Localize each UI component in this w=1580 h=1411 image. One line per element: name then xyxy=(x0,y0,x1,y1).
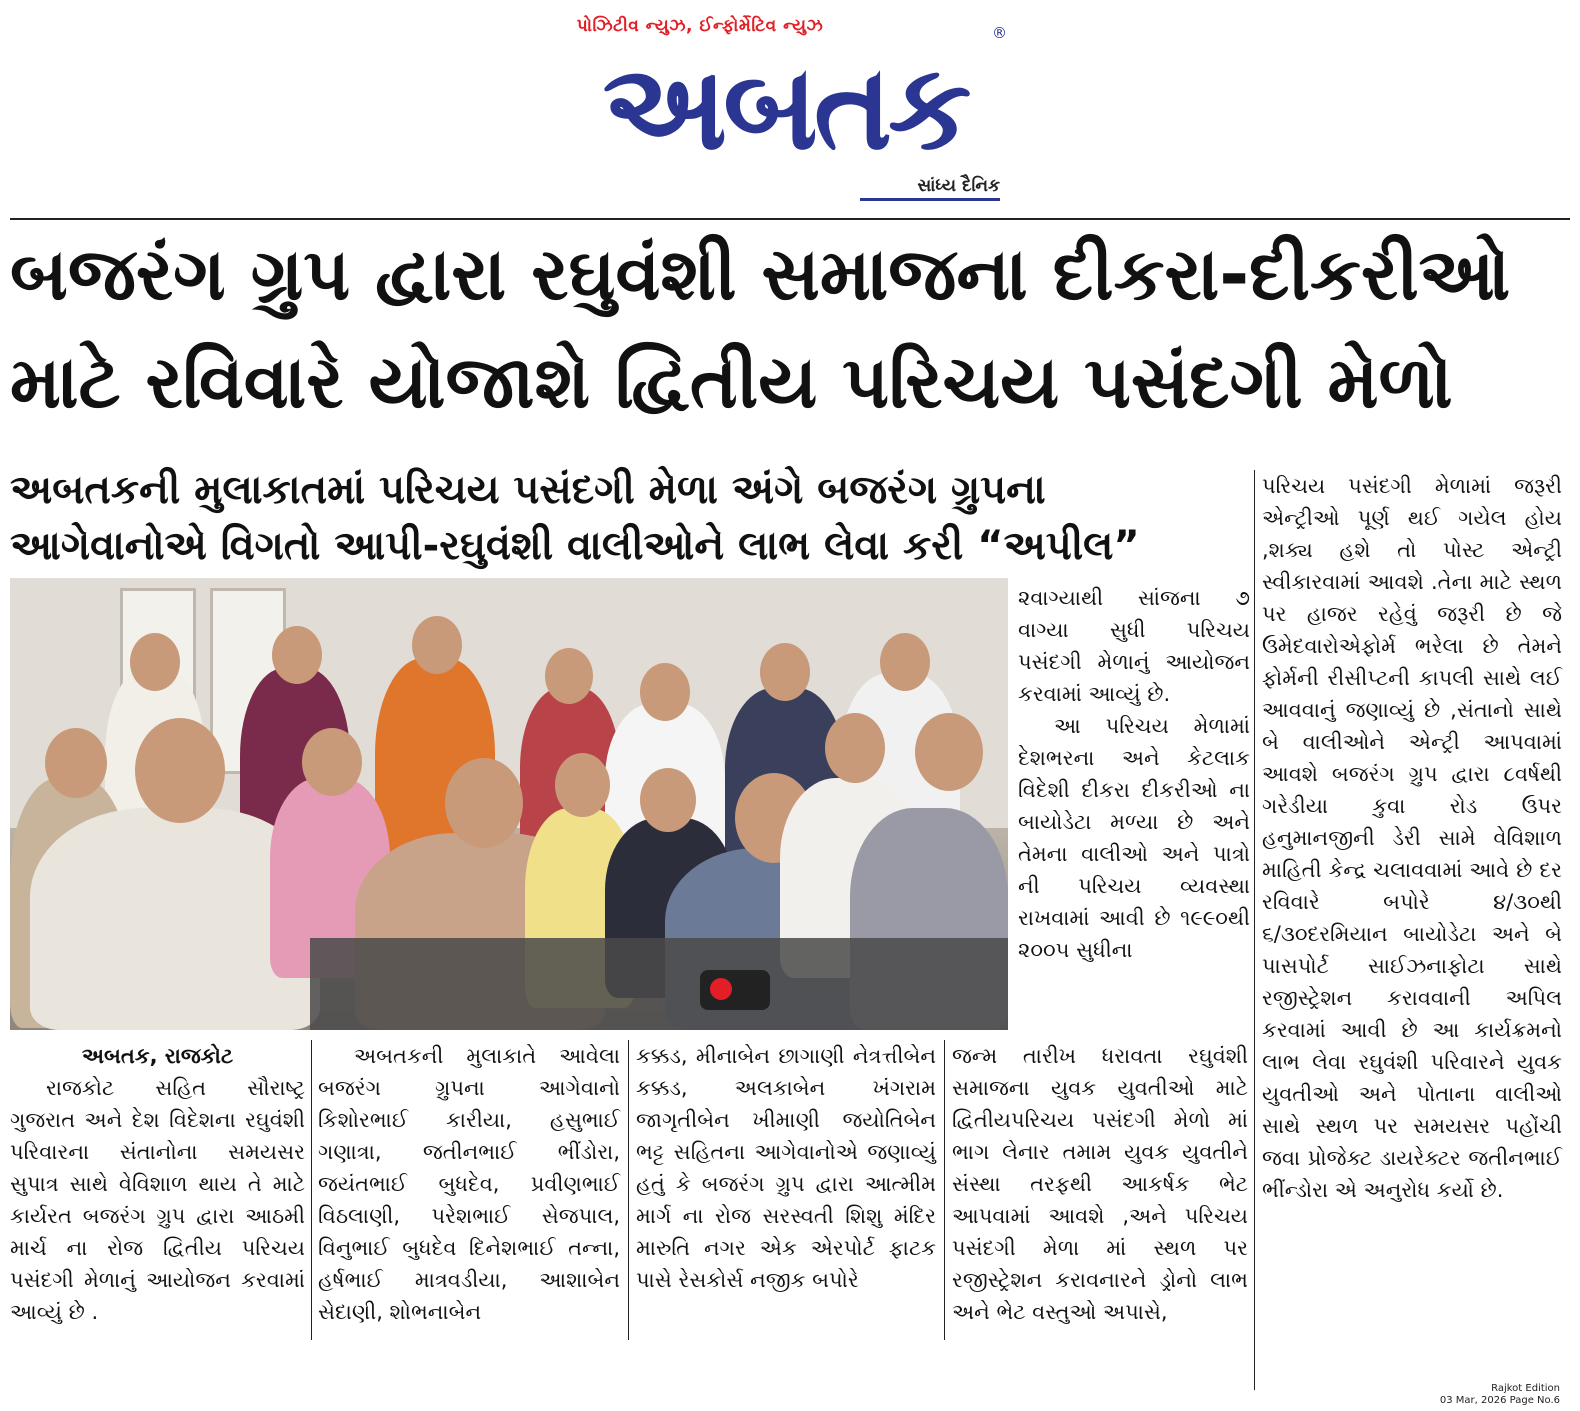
edition-label: Rajkot Edition xyxy=(1491,1383,1560,1394)
headline-line-1: બજરંગ ગ્રુપ દ્વારા રઘુવંશી સમાજના દીકરા-દીકરીઓ xyxy=(10,232,1511,316)
article-paragraph: જન્મ તારીખ ધરાવતા રઘુવંશી સમાજના યુવક યુવતીઓ માટે દ્વિતીયપરિચય પસંદગી મેળો માં ભાગ લેનાર તમામ યુવક યુવતીને સંસ્થા તરફથી આકર્ષક ભેટ આપવામાં આવશે ,અને પરિચય પસંદગી મેળા માં સ્થળ પર રજીસ્ટ્રેશન કરાવનારને ડ્રોનો લાભ અને ભેટ વસ્તુઓ અપાસે, xyxy=(952,1044,1248,1324)
registered-mark: ® xyxy=(992,24,1007,42)
photo-person-head xyxy=(302,728,362,796)
article-column-4 xyxy=(952,1040,1248,1328)
photo-person-head xyxy=(545,648,593,704)
photo-person-head xyxy=(412,616,462,674)
masthead-tagline: પોઝિટીવ ન્યુઝ, ઈન્ફોર્મેટિવ ન્યુઝ xyxy=(576,16,824,36)
column-divider xyxy=(311,1040,312,1340)
date-page-label: 03 Mar, 2026 Page No.6 xyxy=(1439,1395,1560,1406)
column-divider xyxy=(1254,470,1255,1390)
photo-person-head xyxy=(445,758,523,848)
article-column-3 xyxy=(636,1040,936,1296)
masthead-subtitle: સાંધ્ય દૈનિક xyxy=(917,176,1000,196)
microphone-logo-icon xyxy=(710,978,732,1000)
article-paragraph: કક્કડ, મીનાબેન છાગાણી નેત્રત્તીબેન કક્કડ, અલકાબેન ખંગરામ જાગૃતીબેન ખીમાણી જયોતિબેન ભટ્ટ સહિતના આગેવાનોએ જણાવ્યું હતું કે બજરંગ ગ્રુપ દ્વારા આત્મીમ માર્ગ ના રોજ સરસ્વતી શિશુ મંદિર મારુતિ નગર એક એરપોર્ટ ફાટક પાસે રેસકોર્સ નજીક બપોરે xyxy=(636,1044,936,1292)
article-dateline: અબતક, રાજકોટ xyxy=(81,1044,234,1068)
article-paragraph: અબતકની મુલાકાતે આવેલા બજરંગ ગ્રુપના આગેવાનો કિશોરભાઈ કારીયા, હસુભાઈ ગણાત્રા, જતીનભાઈ ભીંડોરા, જયંતભાઈ બુધદેવ, પ્રવીણભાઈ વિઠલાણી, પરેશભાઈ સેજપાલ, વિનુભાઈ બુધદેવ દિનેશભાઈ તન્ના, હર્ષભાઈ માત્રવડીયા, આશાબેન સેદાણી, શોભનાબેન xyxy=(318,1044,620,1324)
photo-table xyxy=(310,938,1008,1030)
newspaper-logo: અબતક xyxy=(602,38,968,176)
article-column-right-2 xyxy=(1262,470,1562,1206)
article-paragraph: રાજકોટ સહિત સૌરાષ્ટ્ર ગુજરાત અને દેશ વિદેશના રઘુવંશી પરિવારના સંતાનોના સમયસર સુપાત્ર સાથે વેવિશાળ થાય તે માટે કાર્યરત બજરંગ ગ્રુપ દ્વારા આઠમી માર્ચ ના રોજ દ્વિતીય પરિચય પસંદગી મેળાનું આયોજન કરવામાં આવ્યું છે . xyxy=(10,1076,305,1324)
photo-person-head xyxy=(640,768,696,832)
photo-person-head xyxy=(760,643,810,701)
article-column-right-1 xyxy=(1018,582,1250,966)
photo-person-head xyxy=(555,753,610,817)
photo-person-head xyxy=(272,626,322,684)
logo-underline xyxy=(860,198,1000,201)
photo-person-head xyxy=(825,713,885,783)
article-column-1 xyxy=(10,1040,305,1328)
photo-person-head xyxy=(135,718,225,823)
photo-person-head xyxy=(640,663,690,721)
photo-person-head xyxy=(45,728,107,798)
subheadline-line-1: અબતકની મુલાકાતમાં પરિચય પસંદગી મેળા અંગે બજરંગ ગ્રુપના xyxy=(10,467,1046,513)
article-paragraph: આ પરિચય મેળામાં દેશભરના અને કેટલાક વિદેશી દીકરા દીકરીઓ ના બાયોડેટા મળ્યા છે અને તેમના વાલીઓ અને પાત્રો ની પરિચય વ્યવસ્થા રાખવામાં આવી છે ૧૯૯૦થી ૨૦૦૫ સુધીના xyxy=(1018,714,1250,962)
column-divider xyxy=(944,1040,945,1340)
photo-person-head xyxy=(915,713,983,791)
article-paragraph: પરિચય પસંદગી મેળામાં જરૂરી એન્ટ્રીઓ પૂર્ણ થઈ ગયેલ હોય ,શક્ય હશે તો પોસ્ટ એન્ટ્રી સ્વીકારવામાં આવશે .તેના માટે સ્થળ પર હાજર રહેવું જરૂરી છે જે ઉમેદવારોએફોર્મ ભરેલા છે તેમને ફોર્મની રીસીપ્ટની કાપલી સાથે લઈ આવવાનું જણાવ્યું છે ,સંતાનો સાથે બે વાલીઓને એન્ટ્રી આપવામાં આવશે બજરંગ ગ્રુપ દ્વારા ૮વર્ષથી ગરેડીયા કુવા રોડ ઉપર હનુમાનજીની ડેરી સામે વેવિશાળ માહિતી કેન્દ્ર ચલાવવામાં આવે છે દર રવિવારે બપોરે ૪/૩૦થી ૬/૩૦દરમિયાન બાયોડેટા અને બે પાસપોર્ટ સાઈઝનાફોટા સાથે રજીસ્ટ્રેશન કરાવવાની અપિલ કરવામાં આવી છે આ કાર્યક્રમનો લાભ લેવા રઘુવંશી પરિવારને યુવક યુવતીઓ અને પોતાના વાલીઓ સાથે સ્થળ પર સમયસર પહોંચી જવા પ્રોજેક્ટ ડાયરેક્ટર જતીનભાઈ ભીંન્ડોરા એ અનુરોધ કર્યો છે. xyxy=(1262,474,1562,1202)
article-column-2 xyxy=(318,1040,620,1328)
subheadline-line-2: આગેવાનોએ વિગતો આપી-રઘુવંશી વાલીઓને લાભ લેવા કરી “અપીલ” xyxy=(10,523,1140,569)
headline-line-2: માટે રવિવારે યોજાશે દ્વિતીય પરિચય પસંદગી મેળો xyxy=(10,340,1453,424)
photo-person-head xyxy=(130,633,180,691)
masthead xyxy=(0,0,1580,215)
photo-person-head xyxy=(880,633,930,691)
column-divider xyxy=(628,1040,629,1340)
article-paragraph: ૨વાગ્યાથી સાંજના ૭ વાગ્યા સુધી પરિચય પસંદગી મેળાનું આયોજન કરવામાં આવ્યું છે. xyxy=(1018,586,1250,706)
group-photo xyxy=(10,578,1008,1030)
masthead-divider xyxy=(10,218,1570,220)
